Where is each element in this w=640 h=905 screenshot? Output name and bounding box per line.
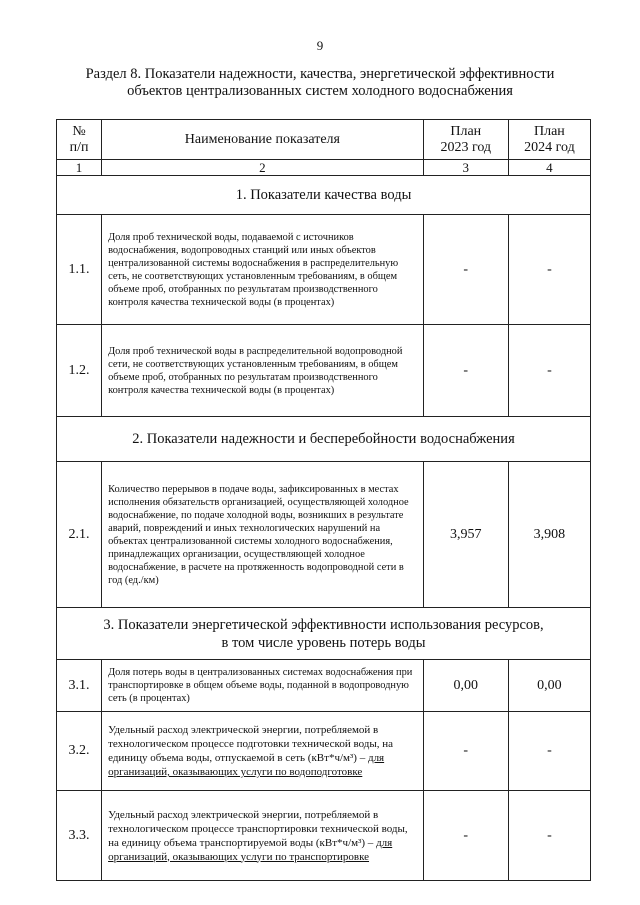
header-plan-2024-line1: План bbox=[534, 123, 565, 139]
section-heading-row bbox=[57, 176, 591, 215]
header-name: Наименование показателя bbox=[102, 120, 424, 160]
section-heading-row bbox=[57, 417, 591, 462]
section-heading-line1: 3. Показатели энергетической эффективности использования ресурсов, bbox=[103, 616, 544, 633]
row-plan-2023: - bbox=[423, 215, 508, 325]
column-number-row bbox=[57, 160, 591, 176]
row-number: 1.1. bbox=[57, 215, 102, 325]
section-heading-line2: в том числе уровень потерь воды bbox=[221, 634, 426, 651]
section-title-line1: Раздел 8. Показатели надежности, качества, энергетической эффективности bbox=[85, 66, 555, 82]
section-heading bbox=[57, 608, 591, 660]
table-row bbox=[57, 325, 591, 417]
row-number: 1.2. bbox=[57, 325, 102, 417]
row-number: 2.1. bbox=[57, 462, 102, 608]
indicators-table bbox=[56, 119, 591, 881]
header-plan-2024 bbox=[508, 120, 590, 160]
row-name-text: Удельный расход электрической энергии, потребляемой в технологическом процессе подготовки технической воды, на единицу объема воды, отпускаемой в сеть (кВт*ч/м³) – bbox=[108, 724, 394, 764]
row-number: 3.1. bbox=[57, 660, 102, 712]
column-number: 4 bbox=[508, 160, 590, 176]
row-plan-2024: 0,00 bbox=[508, 660, 590, 712]
section-heading-row bbox=[57, 608, 591, 660]
row-plan-2023: - bbox=[423, 791, 508, 881]
header-num-line1: № bbox=[72, 123, 86, 139]
page-number: 9 bbox=[316, 38, 324, 53]
row-plan-2024: - bbox=[508, 215, 590, 325]
row-name: Количество перерывов в подаче воды, зафиксированных в местах исполнения обязательств организацией, осуществляющей холодное водоснабжение, по подаче холодной воды, возникших в результате аварий, повреждений и иных технологических нарушений на объектах централизованной системы холодного водоснабжения, принадлежащих организации, осуществляющей холодное водоснабжение, в расчете на протяженность водопроводной сети в год (ед./км) bbox=[102, 462, 424, 608]
table-row bbox=[57, 791, 591, 881]
row-plan-2024: 3,908 bbox=[508, 462, 590, 608]
table-row bbox=[57, 462, 591, 608]
header-num bbox=[57, 120, 102, 160]
row-name-underlined: для организаций, оказывающих услуги по транспортировке bbox=[108, 836, 393, 863]
row-name: Доля проб технической воды, подаваемой с источников водоснабжения, водопроводных станций или иных объектов централизованной системы водоснабжения в распределительную сеть, не соответствующих установленным требованиям, в общем объеме проб, отобранных по результатам производственного контроля качества технической воды (в процентах) bbox=[102, 215, 424, 325]
row-plan-2023: 3,957 bbox=[423, 462, 508, 608]
table-row bbox=[57, 215, 591, 325]
section-title-line2: объектов централизованных систем холодного водоснабжения bbox=[127, 83, 513, 99]
section-heading: 2. Показатели надежности и бесперебойности водоснабжения bbox=[57, 417, 591, 462]
row-plan-2023: 0,00 bbox=[423, 660, 508, 712]
table-row bbox=[57, 660, 591, 712]
row-plan-2023: - bbox=[423, 712, 508, 791]
row-number: 3.3. bbox=[57, 791, 102, 881]
row-plan-2024: - bbox=[508, 325, 590, 417]
header-plan-2023 bbox=[423, 120, 508, 160]
row-plan-2024: - bbox=[508, 712, 590, 791]
header-plan-2023-line1: План bbox=[450, 123, 482, 139]
header-num-line2: п/п bbox=[69, 139, 89, 155]
row-name bbox=[102, 791, 424, 881]
row-number: 3.2. bbox=[57, 712, 102, 791]
row-name-underlined: для организаций, оказывающих услуги по водоподготовке bbox=[108, 752, 385, 778]
row-name bbox=[102, 712, 424, 791]
row-plan-2023: - bbox=[423, 325, 508, 417]
row-plan-2024: - bbox=[508, 791, 590, 881]
section-heading: 1. Показатели качества воды bbox=[57, 176, 591, 215]
table-header-row bbox=[57, 120, 591, 160]
header-plan-2023-line2: 2023 год bbox=[440, 139, 492, 155]
row-name-text: Удельный расход электрической энергии, потребляемой в технологическом процессе транспортировки технической воды, на единицу объема транспортируемой воды (кВт*ч/м³) – bbox=[108, 808, 408, 849]
section-title bbox=[40, 66, 600, 100]
row-name: Доля потерь воды в централизованных системах водоснабжения при транспортировке в общем объеме воды, поданной в водопроводную сеть (в процентах) bbox=[102, 660, 424, 712]
column-number: 3 bbox=[423, 160, 508, 176]
row-name: Доля проб технической воды в распределительной водопроводной сети, не соответствующих установленным требованиям, в общем объеме проб, отобранных по результатам производственного контроля качества технической воды (в процентах) bbox=[102, 325, 424, 417]
table-row bbox=[57, 712, 591, 791]
column-number: 1 bbox=[57, 160, 102, 176]
column-number: 2 bbox=[102, 160, 424, 176]
header-plan-2024-line2: 2024 год bbox=[524, 139, 575, 155]
